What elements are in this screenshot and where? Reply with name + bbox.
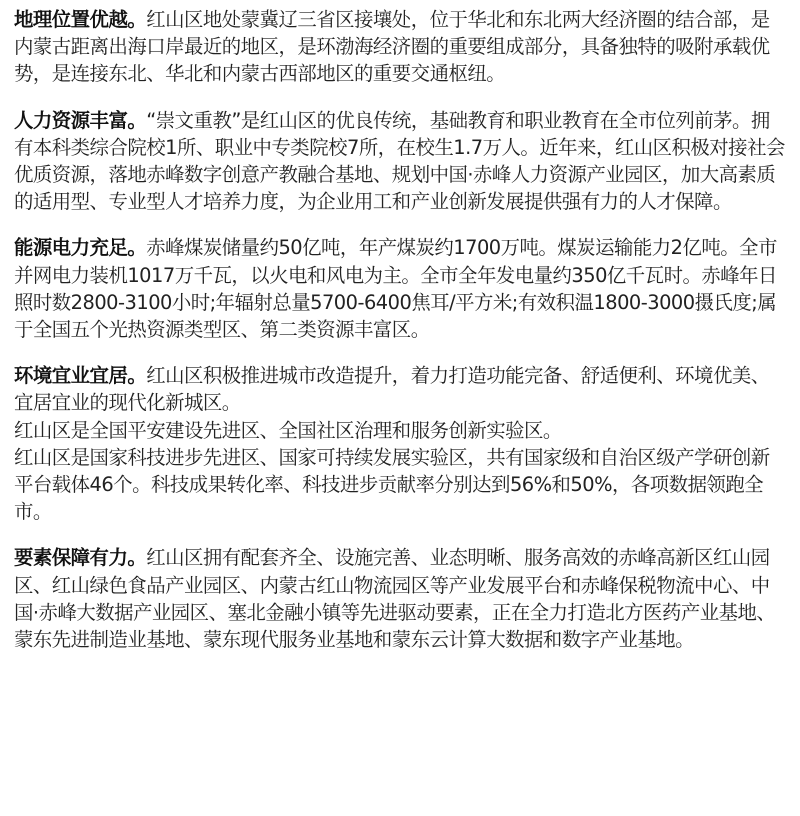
- section-environment: [14, 362, 788, 525]
- section-location: [14, 6, 788, 88]
- paragraph-text: 红山区积极推进城市改造提升，着力打造功能完备、舒适便利、环境优美、宜居宜业的现代化新城区。: [14, 364, 770, 415]
- paragraph: [14, 6, 788, 88]
- section-human-resources: [14, 107, 788, 216]
- paragraph: [14, 544, 788, 653]
- paragraph: [14, 107, 788, 216]
- paragraph: 红山区是全国平安建设先进区、全国社区治理和服务创新实验区。: [14, 418, 562, 442]
- paragraph: [14, 234, 788, 343]
- section-heading: 能源电力充足。: [14, 236, 147, 260]
- paragraph-text: “崇文重教”是红山区的优良传统，基础教育和职业教育在全市位列前茅。拥有本科类综合院校1所、职业中专类院校7所，在校生1.7万人。近年来，红山区积极对接社会优质资源，落地赤峰数字创意产教融合基地、规划中国·赤峰人力资源产业园区，加大高素质的适用型、专业型人才培养力度，为企业用工和产业创新发展提供强有力的人才保障。: [14, 108, 785, 214]
- section-heading: 要素保障有力。: [14, 546, 147, 570]
- section-energy: [14, 234, 788, 343]
- paragraph: [14, 362, 788, 416]
- paragraph: 红山区是国家科技进步先进区、国家可持续发展实验区，共有国家级和自治区级产学研创新平台载体46个。科技成果转化率、科技进步贡献率分别达到56%和50%，各项数据领跑全市。: [14, 445, 770, 524]
- paragraph-text: 红山区地处蒙冀辽三省区接壤处，位于华北和东北两大经济圈的结合部，是内蒙古距离出海口岸最近的地区，是环渤海经济圈的重要组成部分，具备独特的吸附承载优势，是连接东北、华北和内蒙古西部地区的重要交通枢纽。: [14, 8, 770, 86]
- section-heading: 地理位置优越。: [14, 8, 147, 31]
- paragraph-text: 赤峰煤炭储量约50亿吨，年产煤炭约1700万吨。煤炭运输能力2亿吨。全市并网电力装机1017万千瓦，以火电和风电为主。全市全年发电量约350亿千瓦时。赤峰年日照时数2800-3100小时;年辐射总量5700-6400焦耳/平方米;有效积温1800-3000摄氏度;属于全国五个光热资源类型区、第二类资源丰富区。: [14, 236, 777, 342]
- section-heading: 环境宜业宜居。: [14, 364, 147, 388]
- section-factors: [14, 544, 788, 653]
- section-heading: 人力资源丰富。: [14, 108, 147, 132]
- paragraph-text: 红山区拥有配套齐全、设施完善、业态明晰、服务高效的赤峰高新区红山园区、红山绿色食品产业园区、内蒙古红山物流园区等产业发展平台和赤峰保税物流中心、中国·赤峰大数据产业园区、塞北金融小镇等先进驱动要素，正在全力打造北方医药产业基地、蒙东先进制造业基地、蒙东现代服务业基地和蒙东云计算大数据和数字产业基地。: [14, 546, 776, 652]
